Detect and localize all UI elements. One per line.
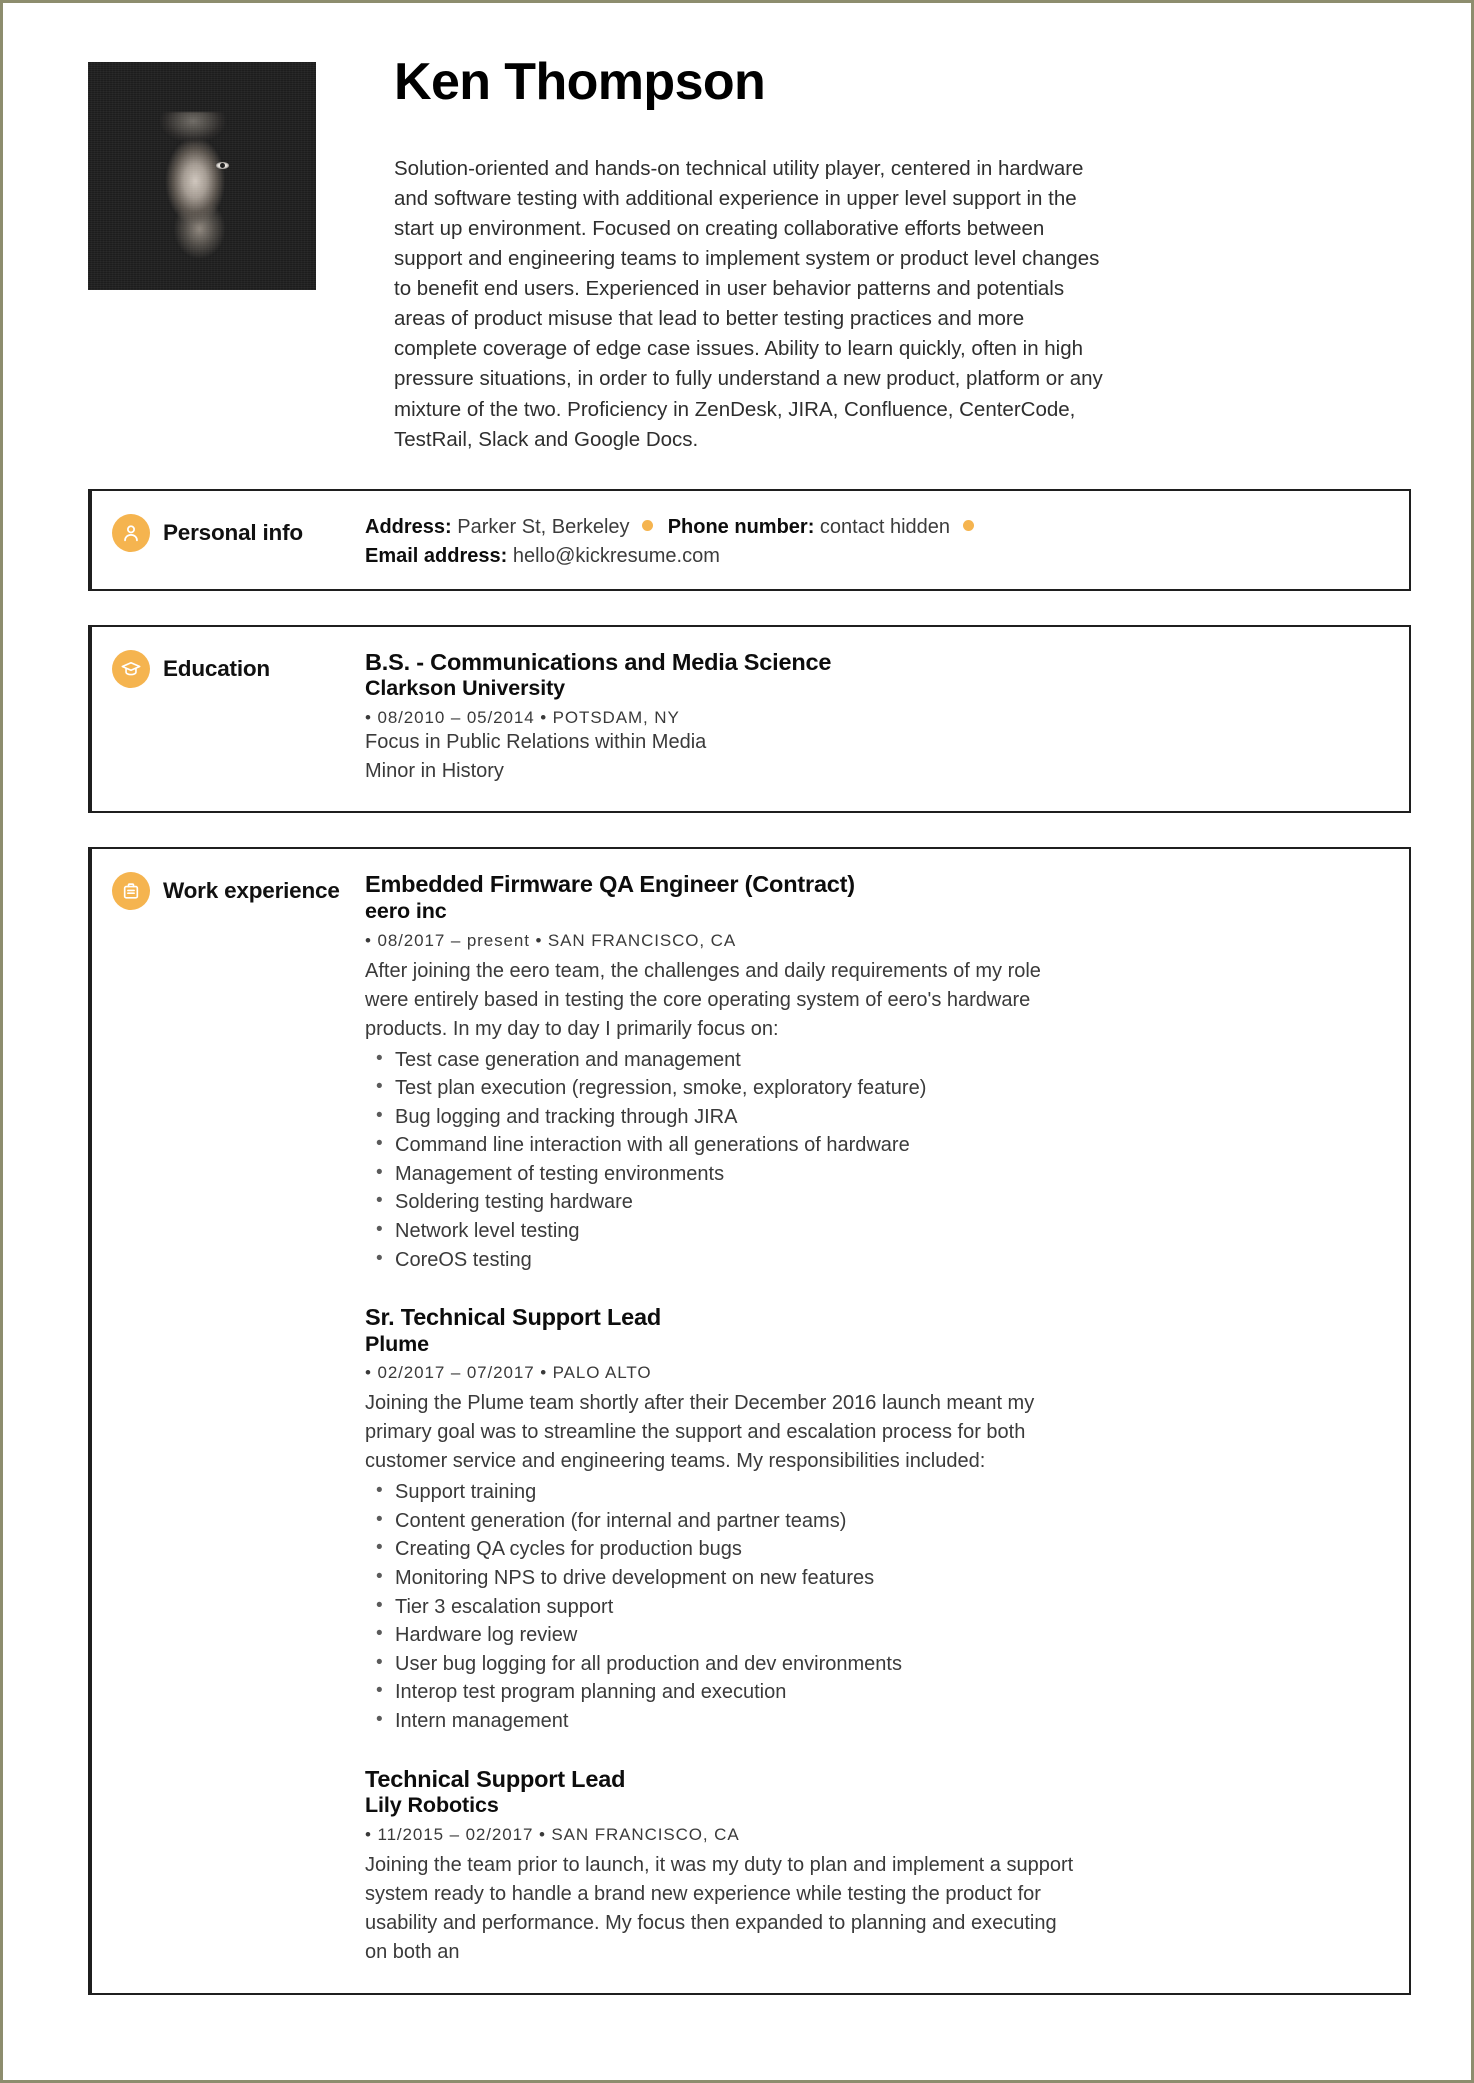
education-note: Minor in History (365, 759, 504, 782)
work-role: Embedded Firmware QA Engineer (Contract) (365, 871, 855, 898)
work-meta: • 02/2017 – 07/2017 • PALO ALTO (365, 1363, 652, 1383)
email-value[interactable]: hello@kickresume.com (512, 545, 720, 568)
list-item: • Content generation (for internal and partner teams) (365, 1507, 1387, 1536)
work-bullet-list (365, 1046, 1387, 1275)
education-note: Focus in Public Relations within Media (365, 731, 707, 754)
work-company: eero inc (365, 898, 447, 923)
list-item: • Tier 3 escalation support (365, 1593, 1387, 1622)
personal-info-line-1 (365, 513, 1387, 542)
personal-info-title: Personal info (163, 519, 303, 545)
list-item: • Test case generation and management (365, 1046, 1387, 1075)
work-entry (365, 1766, 1387, 1967)
list-item: • Hardware log review (365, 1621, 1387, 1650)
resume-sheet (3, 3, 1471, 2080)
work-entry (365, 871, 1387, 1274)
education-degree: B.S. - Communications and Media Science (365, 649, 832, 676)
list-item: • Command line interaction with all generations of hardware (365, 1131, 1387, 1160)
section-personal-info (88, 489, 1411, 591)
separator-dot-icon (963, 520, 974, 531)
separator-dot-icon (642, 520, 653, 531)
work-role: Sr. Technical Support Lead (365, 1304, 662, 1331)
work-role: Technical Support Lead (365, 1765, 626, 1792)
section-work-experience (88, 847, 1411, 1994)
list-item: • Support training (365, 1478, 1387, 1507)
work-description: Joining the team prior to launch, it was my duty to plan and implement a support system ready to handle a brand new experience while testing the product for usability and performance. My focus then expanded to planning and executing on both an (365, 1853, 1074, 1963)
personal-info-line-2 (365, 542, 1387, 571)
work-company: Plume (365, 1331, 430, 1356)
work-description: After joining the eero team, the challenges and daily requirements of my role were entirely based in testing the core operating system of eero's hardware products. In my day to day I primarily focus on: (365, 959, 1041, 1040)
work-bullet-list (365, 1478, 1387, 1735)
work-company: Lily Robotics (365, 1792, 499, 1817)
graduation-cap-icon (112, 650, 150, 688)
list-item: • Test plan execution (regression, smoke, exploratory feature) (365, 1074, 1387, 1103)
profile-photo (88, 62, 316, 290)
list-item: • User bug logging for all production and dev environments (365, 1650, 1387, 1679)
work-entry (365, 1304, 1387, 1735)
address-value: Parker St, Berkeley (457, 515, 630, 538)
phone-label: Phone number: (667, 515, 815, 538)
list-item: • Network level testing (365, 1217, 1387, 1246)
work-experience-label (112, 869, 365, 910)
work-meta: • 08/2017 – present • SAN FRANCISCO, CA (365, 930, 737, 950)
resume-header (88, 55, 1411, 455)
profile-summary: Solution-oriented and hands-on technical utility player, centered in hardware and software testing with additional experience in upper level support in the start up environment. Focused on creating collaborative efforts between support and engineering teams to implement system or product level changes to benefit end users. Experienced in user behavior patterns and potentials areas of product misuse that lead to better testing practices and more complete coverage of edge case issues. Ability to learn quickly, often in high pressure situations, in order to fully understand a new product, platform or any mixture of the two. Proficiency in ZenDesk, JIRA, Confluence, CenterCode, TestRail, Slack and Google Docs. (394, 156, 1103, 451)
list-item: • Management of testing environments (365, 1160, 1387, 1189)
work-description: Joining the Plume team shortly after their December 2016 launch meant my primary goal was to streamline the support and escalation process for both customer service and engineering teams. My responsibilities included: (365, 1392, 1035, 1473)
work-experience-title: Work experience (163, 878, 340, 904)
person-icon (112, 514, 150, 552)
section-education (88, 625, 1411, 813)
list-item: • Monitoring NPS to drive development on new features (365, 1564, 1387, 1593)
education-label (112, 647, 365, 688)
education-body (365, 647, 1387, 789)
education-meta: • 08/2010 – 05/2014 • POTSDAM, NY (365, 708, 680, 728)
education-title: Education (163, 656, 270, 682)
page-title: Ken Thompson (394, 53, 766, 111)
education-school: Clarkson University (365, 676, 566, 701)
briefcase-icon (112, 872, 150, 910)
email-label: Email address: (365, 545, 508, 568)
address-label: Address: (365, 515, 452, 538)
list-item: • Bug logging and tracking through JIRA (365, 1103, 1387, 1132)
header-text-block (316, 55, 1411, 455)
list-item: • Intern management (365, 1707, 1387, 1736)
profile-photo-grain (88, 62, 316, 290)
personal-info-label (112, 511, 365, 552)
phone-value: contact hidden (819, 515, 951, 538)
list-item: • Soldering testing hardware (365, 1188, 1387, 1217)
work-meta: • 11/2015 – 02/2017 • SAN FRANCISCO, CA (365, 1824, 740, 1844)
list-item: • Interop test program planning and execution (365, 1678, 1387, 1707)
education-entry (365, 649, 1387, 785)
list-item: • Creating QA cycles for production bugs (365, 1535, 1387, 1564)
list-item: • CoreOS testing (365, 1246, 1387, 1275)
work-experience-body (365, 869, 1387, 1970)
personal-info-body (365, 511, 1387, 571)
